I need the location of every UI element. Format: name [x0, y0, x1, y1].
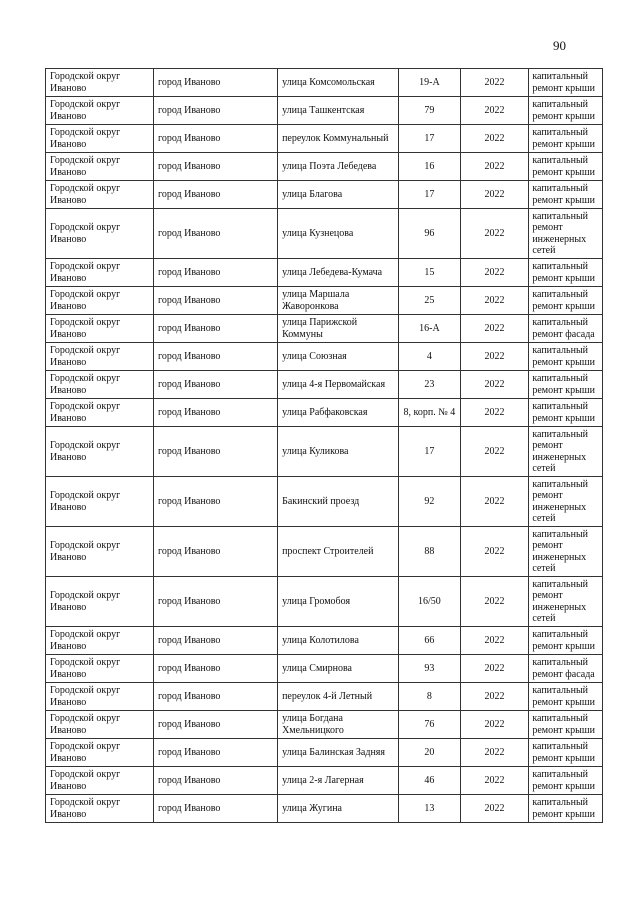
- street-cell: улица Комсомольская: [278, 69, 399, 97]
- repair-schedule-table: [45, 68, 603, 823]
- municipality-cell: Городской округ Иваново: [46, 577, 154, 627]
- year-cell: 2022: [460, 399, 529, 427]
- work-type-cell: капитальный ремонт инженерных сетей: [529, 477, 603, 527]
- work-type-cell: капитальный ремонт крыши: [529, 69, 603, 97]
- house-number-cell: 16/50: [399, 577, 461, 627]
- locality-cell: город Иваново: [153, 767, 277, 795]
- year-cell: 2022: [460, 767, 529, 795]
- municipality-cell: Городской округ Иваново: [46, 125, 154, 153]
- locality-cell: город Иваново: [153, 683, 277, 711]
- year-cell: 2022: [460, 315, 529, 343]
- locality-cell: город Иваново: [153, 627, 277, 655]
- table-row: [46, 371, 603, 399]
- table-row: [46, 125, 603, 153]
- municipality-cell: Городской округ Иваново: [46, 655, 154, 683]
- street-cell: улица Кузнецова: [278, 209, 399, 259]
- house-number-cell: 4: [399, 343, 461, 371]
- work-type-cell: капитальный ремонт крыши: [529, 739, 603, 767]
- table-row: [46, 399, 603, 427]
- year-cell: 2022: [460, 577, 529, 627]
- table-body: [46, 69, 603, 823]
- street-cell: переулок Коммунальный: [278, 125, 399, 153]
- table-row: [46, 427, 603, 477]
- locality-cell: город Иваново: [153, 259, 277, 287]
- locality-cell: город Иваново: [153, 181, 277, 209]
- year-cell: 2022: [460, 69, 529, 97]
- work-type-cell: капитальный ремонт крыши: [529, 287, 603, 315]
- house-number-cell: 16: [399, 153, 461, 181]
- street-cell: улица Смирнова: [278, 655, 399, 683]
- year-cell: 2022: [460, 153, 529, 181]
- municipality-cell: Городской округ Иваново: [46, 69, 154, 97]
- work-type-cell: капитальный ремонт крыши: [529, 795, 603, 823]
- table-row: [46, 739, 603, 767]
- year-cell: 2022: [460, 683, 529, 711]
- locality-cell: город Иваново: [153, 795, 277, 823]
- table-row: [46, 181, 603, 209]
- locality-cell: город Иваново: [153, 655, 277, 683]
- municipality-cell: Городской округ Иваново: [46, 371, 154, 399]
- year-cell: 2022: [460, 477, 529, 527]
- house-number-cell: 25: [399, 287, 461, 315]
- street-cell: улица Благова: [278, 181, 399, 209]
- table-row: [46, 767, 603, 795]
- locality-cell: город Иваново: [153, 209, 277, 259]
- house-number-cell: 92: [399, 477, 461, 527]
- house-number-cell: 79: [399, 97, 461, 125]
- house-number-cell: 17: [399, 125, 461, 153]
- municipality-cell: Городской округ Иваново: [46, 97, 154, 125]
- work-type-cell: капитальный ремонт крыши: [529, 153, 603, 181]
- street-cell: Бакинский проезд: [278, 477, 399, 527]
- house-number-cell: 88: [399, 527, 461, 577]
- year-cell: 2022: [460, 181, 529, 209]
- locality-cell: город Иваново: [153, 153, 277, 181]
- street-cell: улица Рабфаковская: [278, 399, 399, 427]
- year-cell: 2022: [460, 259, 529, 287]
- house-number-cell: 23: [399, 371, 461, 399]
- locality-cell: город Иваново: [153, 577, 277, 627]
- year-cell: 2022: [460, 795, 529, 823]
- street-cell: улица Богдана Хмельницкого: [278, 711, 399, 739]
- year-cell: 2022: [460, 125, 529, 153]
- house-number-cell: 15: [399, 259, 461, 287]
- work-type-cell: капитальный ремонт крыши: [529, 767, 603, 795]
- municipality-cell: Городской округ Иваново: [46, 259, 154, 287]
- municipality-cell: Городской округ Иваново: [46, 315, 154, 343]
- street-cell: улица 4-я Первомайская: [278, 371, 399, 399]
- table-row: [46, 711, 603, 739]
- year-cell: 2022: [460, 371, 529, 399]
- house-number-cell: 13: [399, 795, 461, 823]
- municipality-cell: Городской округ Иваново: [46, 181, 154, 209]
- locality-cell: город Иваново: [153, 711, 277, 739]
- work-type-cell: капитальный ремонт инженерных сетей: [529, 427, 603, 477]
- street-cell: улица Куликова: [278, 427, 399, 477]
- house-number-cell: 93: [399, 655, 461, 683]
- table-row: [46, 287, 603, 315]
- work-type-cell: капитальный ремонт инженерных сетей: [529, 577, 603, 627]
- locality-cell: город Иваново: [153, 527, 277, 577]
- work-type-cell: капитальный ремонт крыши: [529, 399, 603, 427]
- table-row: [46, 69, 603, 97]
- street-cell: улица Ташкентская: [278, 97, 399, 125]
- locality-cell: город Иваново: [153, 69, 277, 97]
- work-type-cell: капитальный ремонт крыши: [529, 343, 603, 371]
- locality-cell: город Иваново: [153, 287, 277, 315]
- municipality-cell: Городской округ Иваново: [46, 343, 154, 371]
- street-cell: улица Колотилова: [278, 627, 399, 655]
- street-cell: улица 2-я Лагерная: [278, 767, 399, 795]
- street-cell: улица Парижской Коммуны: [278, 315, 399, 343]
- work-type-cell: капитальный ремонт крыши: [529, 627, 603, 655]
- table-row: [46, 655, 603, 683]
- street-cell: улица Балинская Задняя: [278, 739, 399, 767]
- street-cell: улица Громобоя: [278, 577, 399, 627]
- street-cell: улица Союзная: [278, 343, 399, 371]
- house-number-cell: 16-А: [399, 315, 461, 343]
- locality-cell: город Иваново: [153, 427, 277, 477]
- locality-cell: город Иваново: [153, 739, 277, 767]
- table-row: [46, 97, 603, 125]
- street-cell: улица Лебедева-Кумача: [278, 259, 399, 287]
- house-number-cell: 46: [399, 767, 461, 795]
- house-number-cell: 20: [399, 739, 461, 767]
- year-cell: 2022: [460, 527, 529, 577]
- work-type-cell: капитальный ремонт крыши: [529, 97, 603, 125]
- work-type-cell: капитальный ремонт крыши: [529, 259, 603, 287]
- municipality-cell: Городской округ Иваново: [46, 287, 154, 315]
- house-number-cell: 76: [399, 711, 461, 739]
- house-number-cell: 66: [399, 627, 461, 655]
- year-cell: 2022: [460, 287, 529, 315]
- municipality-cell: Городской округ Иваново: [46, 683, 154, 711]
- locality-cell: город Иваново: [153, 125, 277, 153]
- house-number-cell: 19-А: [399, 69, 461, 97]
- table-row: [46, 209, 603, 259]
- municipality-cell: Городской округ Иваново: [46, 153, 154, 181]
- year-cell: 2022: [460, 97, 529, 125]
- municipality-cell: Городской округ Иваново: [46, 767, 154, 795]
- street-cell: проспект Строителей: [278, 527, 399, 577]
- municipality-cell: Городской округ Иваново: [46, 527, 154, 577]
- work-type-cell: капитальный ремонт фасада: [529, 655, 603, 683]
- street-cell: улица Жугина: [278, 795, 399, 823]
- year-cell: 2022: [460, 427, 529, 477]
- work-type-cell: капитальный ремонт крыши: [529, 125, 603, 153]
- municipality-cell: Городской округ Иваново: [46, 399, 154, 427]
- municipality-cell: Городской округ Иваново: [46, 627, 154, 655]
- year-cell: 2022: [460, 209, 529, 259]
- table-row: [46, 153, 603, 181]
- house-number-cell: 17: [399, 181, 461, 209]
- year-cell: 2022: [460, 627, 529, 655]
- municipality-cell: Городской округ Иваново: [46, 795, 154, 823]
- municipality-cell: Городской округ Иваново: [46, 209, 154, 259]
- year-cell: 2022: [460, 655, 529, 683]
- work-type-cell: капитальный ремонт инженерных сетей: [529, 209, 603, 259]
- house-number-cell: 17: [399, 427, 461, 477]
- table-row: [46, 683, 603, 711]
- locality-cell: город Иваново: [153, 477, 277, 527]
- work-type-cell: капитальный ремонт инженерных сетей: [529, 527, 603, 577]
- year-cell: 2022: [460, 343, 529, 371]
- table-row: [46, 577, 603, 627]
- work-type-cell: капитальный ремонт крыши: [529, 371, 603, 399]
- house-number-cell: 8, корп. № 4: [399, 399, 461, 427]
- house-number-cell: 96: [399, 209, 461, 259]
- municipality-cell: Городской округ Иваново: [46, 739, 154, 767]
- table-row: [46, 477, 603, 527]
- locality-cell: город Иваново: [153, 97, 277, 125]
- house-number-cell: 8: [399, 683, 461, 711]
- table-row: [46, 343, 603, 371]
- table-row: [46, 527, 603, 577]
- street-cell: улица Поэта Лебедева: [278, 153, 399, 181]
- municipality-cell: Городской округ Иваново: [46, 711, 154, 739]
- municipality-cell: Городской округ Иваново: [46, 477, 154, 527]
- locality-cell: город Иваново: [153, 399, 277, 427]
- street-cell: переулок 4-й Летный: [278, 683, 399, 711]
- locality-cell: город Иваново: [153, 371, 277, 399]
- table-row: [46, 315, 603, 343]
- work-type-cell: капитальный ремонт фасада: [529, 315, 603, 343]
- street-cell: улица Маршала Жаворонкова: [278, 287, 399, 315]
- page-number: 90: [553, 38, 566, 53]
- work-type-cell: капитальный ремонт крыши: [529, 181, 603, 209]
- table-row: [46, 627, 603, 655]
- year-cell: 2022: [460, 739, 529, 767]
- locality-cell: город Иваново: [153, 343, 277, 371]
- table-row: [46, 259, 603, 287]
- year-cell: 2022: [460, 711, 529, 739]
- municipality-cell: Городской округ Иваново: [46, 427, 154, 477]
- work-type-cell: капитальный ремонт крыши: [529, 683, 603, 711]
- locality-cell: город Иваново: [153, 315, 277, 343]
- work-type-cell: капитальный ремонт крыши: [529, 711, 603, 739]
- table-row: [46, 795, 603, 823]
